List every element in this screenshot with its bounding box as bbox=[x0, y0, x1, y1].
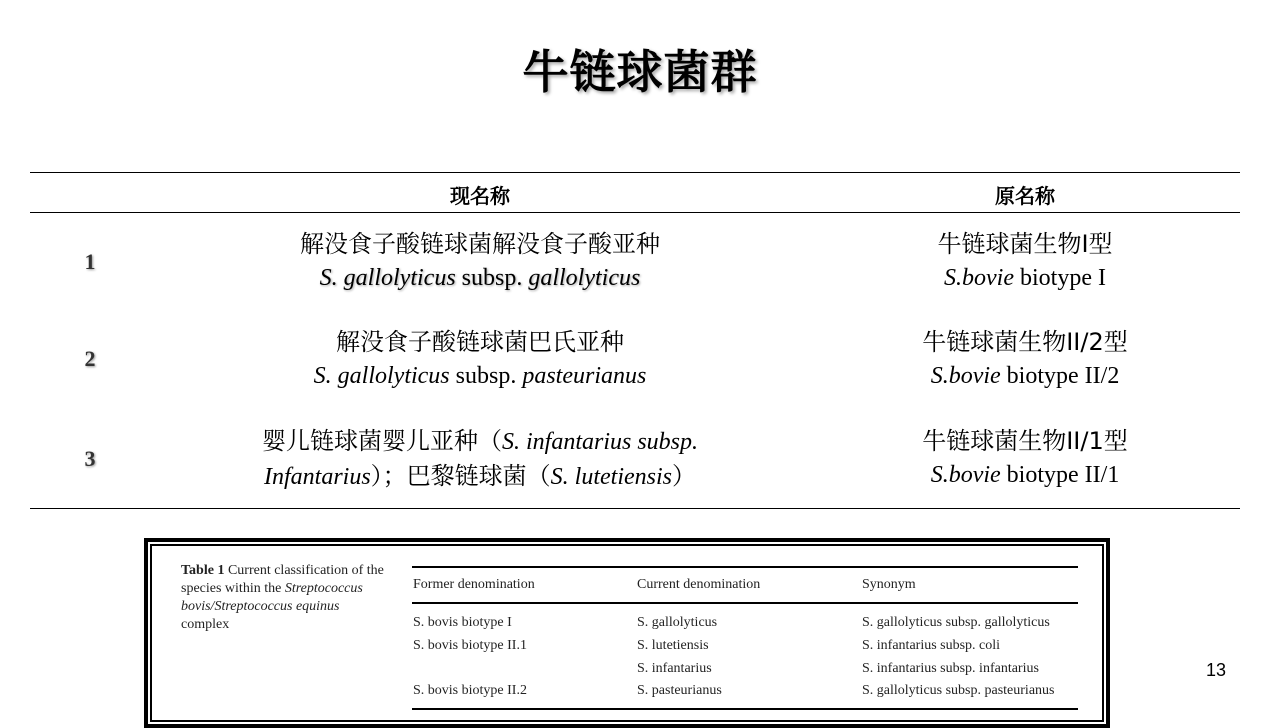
reference-table-bottom-rule bbox=[412, 708, 1078, 710]
row-former-name bbox=[825, 424, 1225, 492]
reference-cell: S. infantarius subsp. infantarius bbox=[862, 661, 1039, 676]
reference-cell: S. pasteurianus bbox=[637, 683, 722, 698]
former-name-chinese: 牛链球菌生物II/1型 bbox=[922, 427, 1128, 455]
reference-cell: S. bovis biotype II.2 bbox=[413, 683, 527, 698]
former-name-latin: S.bovie biotype II/1 bbox=[930, 462, 1120, 488]
reference-header-current: Current denomination bbox=[637, 577, 761, 592]
row-number: 1 bbox=[84, 249, 96, 274]
reference-cell: S. bovis biotype I bbox=[413, 615, 512, 630]
reference-cell: S. bovis biotype II.1 bbox=[413, 638, 527, 653]
reference-header-former: Former denomination bbox=[413, 577, 535, 592]
slide-title: 牛链球菌群 bbox=[522, 45, 758, 99]
reference-cell: S. gallolyticus subsp. pasteurianus bbox=[862, 683, 1055, 698]
former-name-chinese: 牛链球菌生物II/2型 bbox=[922, 328, 1128, 356]
reference-table-caption: Table 1 Current classification of the species within the Streptococcus bovis/Streptococcus equinus complex bbox=[181, 563, 384, 632]
page-number: 13 bbox=[1205, 660, 1227, 680]
table-bottom-rule bbox=[30, 508, 1240, 509]
row-current-name bbox=[160, 325, 800, 393]
former-name-latin: S.bovie biotype I bbox=[944, 265, 1106, 291]
reference-cell: S. infantarius subsp. coli bbox=[862, 638, 1001, 653]
current-name-line2: Infantarius）；巴黎链球菌（S. lutetiensis） bbox=[263, 462, 696, 490]
reference-cell: S. infantarius bbox=[637, 661, 712, 676]
current-name-chinese: 解没食子酸链球菌巴氏亚种 bbox=[336, 328, 624, 356]
reference-cell: S. gallolyticus bbox=[637, 615, 718, 630]
table-top-rule bbox=[30, 172, 1240, 173]
reference-cell: S. lutetiensis bbox=[637, 638, 709, 653]
row-former-name bbox=[825, 325, 1225, 393]
row-current-name bbox=[160, 424, 800, 494]
reference-header-synonym: Synonym bbox=[862, 577, 916, 592]
row-former-name bbox=[825, 227, 1225, 295]
reference-table-header-rule bbox=[412, 602, 1078, 604]
reference-table-top-rule bbox=[412, 566, 1078, 568]
former-name-latin: S.bovie biotype II/2 bbox=[930, 363, 1120, 389]
current-name-latin: S. gallolyticus subsp. pasteurianus bbox=[313, 363, 647, 389]
former-name-chinese: 牛链球菌生物I型 bbox=[937, 230, 1113, 258]
row-number: 3 bbox=[84, 446, 96, 471]
current-name-latin: S. gallolyticus subsp. gallolyticus bbox=[319, 265, 641, 291]
header-current-name: 现名称 bbox=[450, 184, 510, 208]
reference-cell: S. gallolyticus subsp. gallolyticus bbox=[862, 615, 1050, 630]
row-current-name bbox=[160, 227, 800, 295]
header-former-name: 原名称 bbox=[995, 184, 1055, 208]
current-name-chinese: 解没食子酸链球菌解没食子酸亚种 bbox=[300, 230, 660, 258]
row-number: 2 bbox=[84, 346, 96, 371]
current-name-line1: 婴儿链球菌婴儿亚种（S. infantarius subsp. bbox=[261, 427, 699, 455]
table-header-rule bbox=[30, 212, 1240, 213]
